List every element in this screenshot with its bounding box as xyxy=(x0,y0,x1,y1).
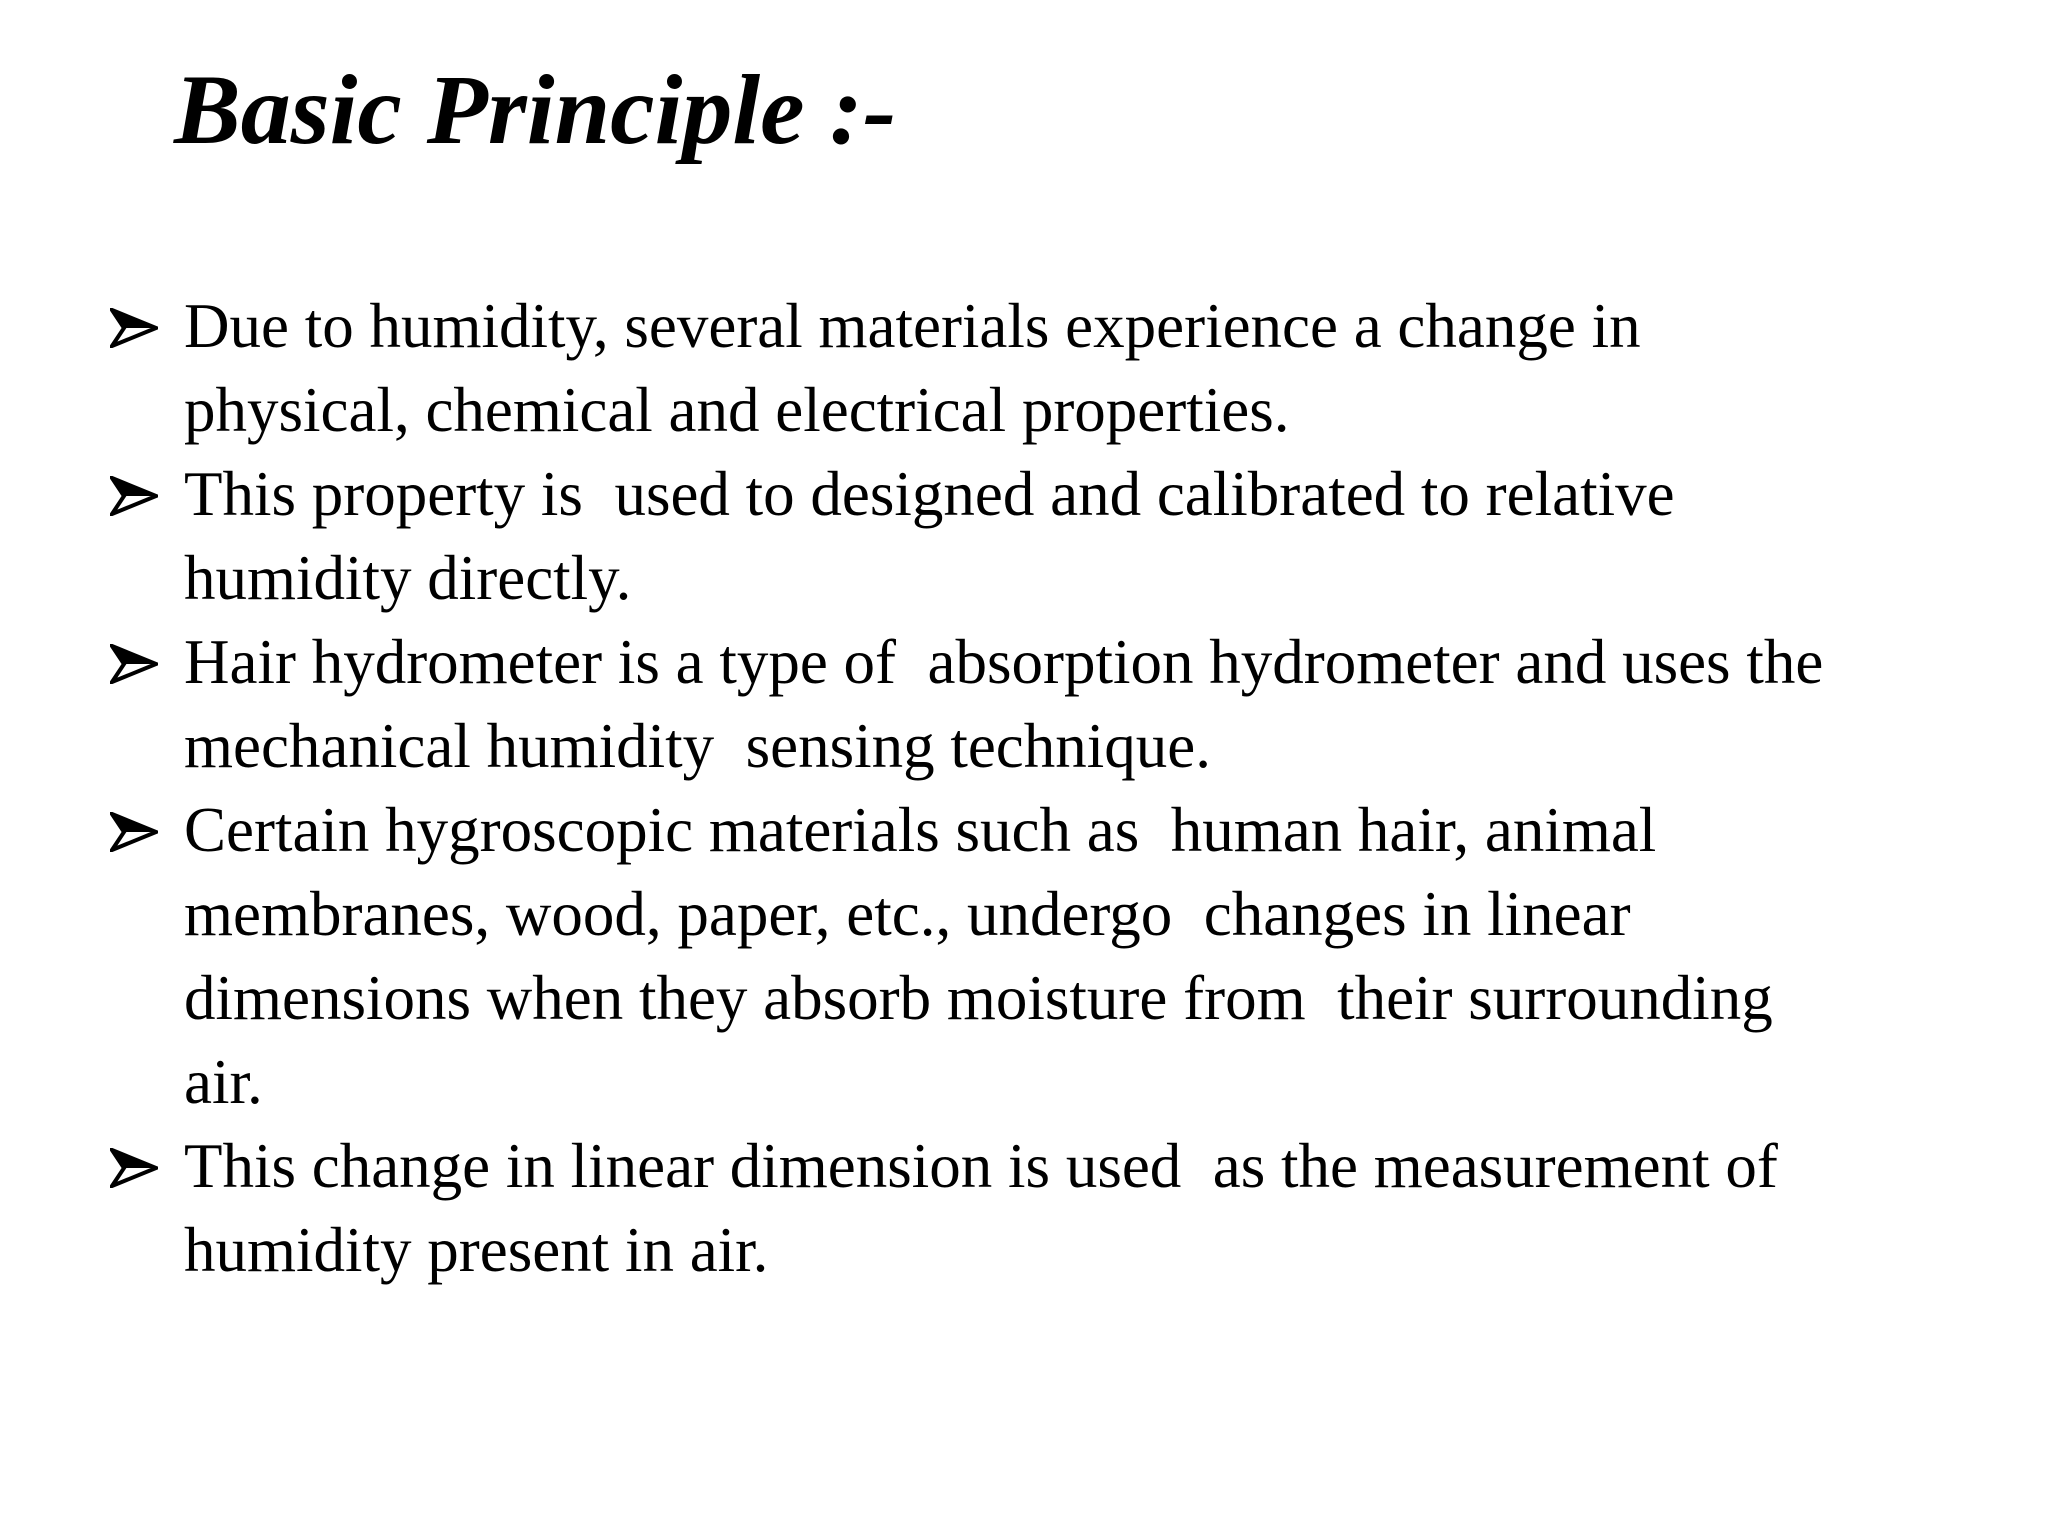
arrowhead-bullet-icon xyxy=(110,1148,158,1188)
bullet-text-line: This property is used to designed and calibrated to relative xyxy=(184,459,1675,529)
bullet-text-line: This change in linear dimension is used as the measurement of xyxy=(184,1131,1778,1201)
bullet-item xyxy=(110,452,2010,620)
bullet-text-line: air. xyxy=(184,1047,263,1117)
bullet-item xyxy=(110,284,2010,452)
bullet-item xyxy=(110,788,2010,1124)
bullet-text-line: humidity present in air. xyxy=(184,1215,769,1285)
bullet-list xyxy=(110,284,2010,1292)
arrowhead-bullet-icon xyxy=(110,476,158,516)
bullet-text-line: humidity directly. xyxy=(184,543,632,613)
arrowhead-bullet-icon xyxy=(110,308,158,348)
bullet-text-line: mechanical humidity sensing technique. xyxy=(184,711,1211,781)
bullet-text-line: Hair hydrometer is a type of absorption hydrometer and uses the xyxy=(184,627,1824,697)
bullet-text-line: dimensions when they absorb moisture from their surrounding xyxy=(184,963,1773,1033)
bullet-text-line: Certain hygroscopic materials such as human hair, animal xyxy=(184,795,1657,865)
arrowhead-bullet-icon xyxy=(110,812,158,852)
slide-title: Basic Principle :- xyxy=(174,54,897,165)
bullet-text-line: Due to humidity, several materials experience a change in xyxy=(184,291,1641,361)
bullet-text-line: membranes, wood, paper, etc., undergo changes in linear xyxy=(184,879,1631,949)
bullet-item xyxy=(110,620,2010,788)
bullet-text-line: physical, chemical and electrical properties. xyxy=(184,375,1290,445)
arrowhead-bullet-icon xyxy=(110,644,158,684)
bullet-item xyxy=(110,1124,2010,1292)
